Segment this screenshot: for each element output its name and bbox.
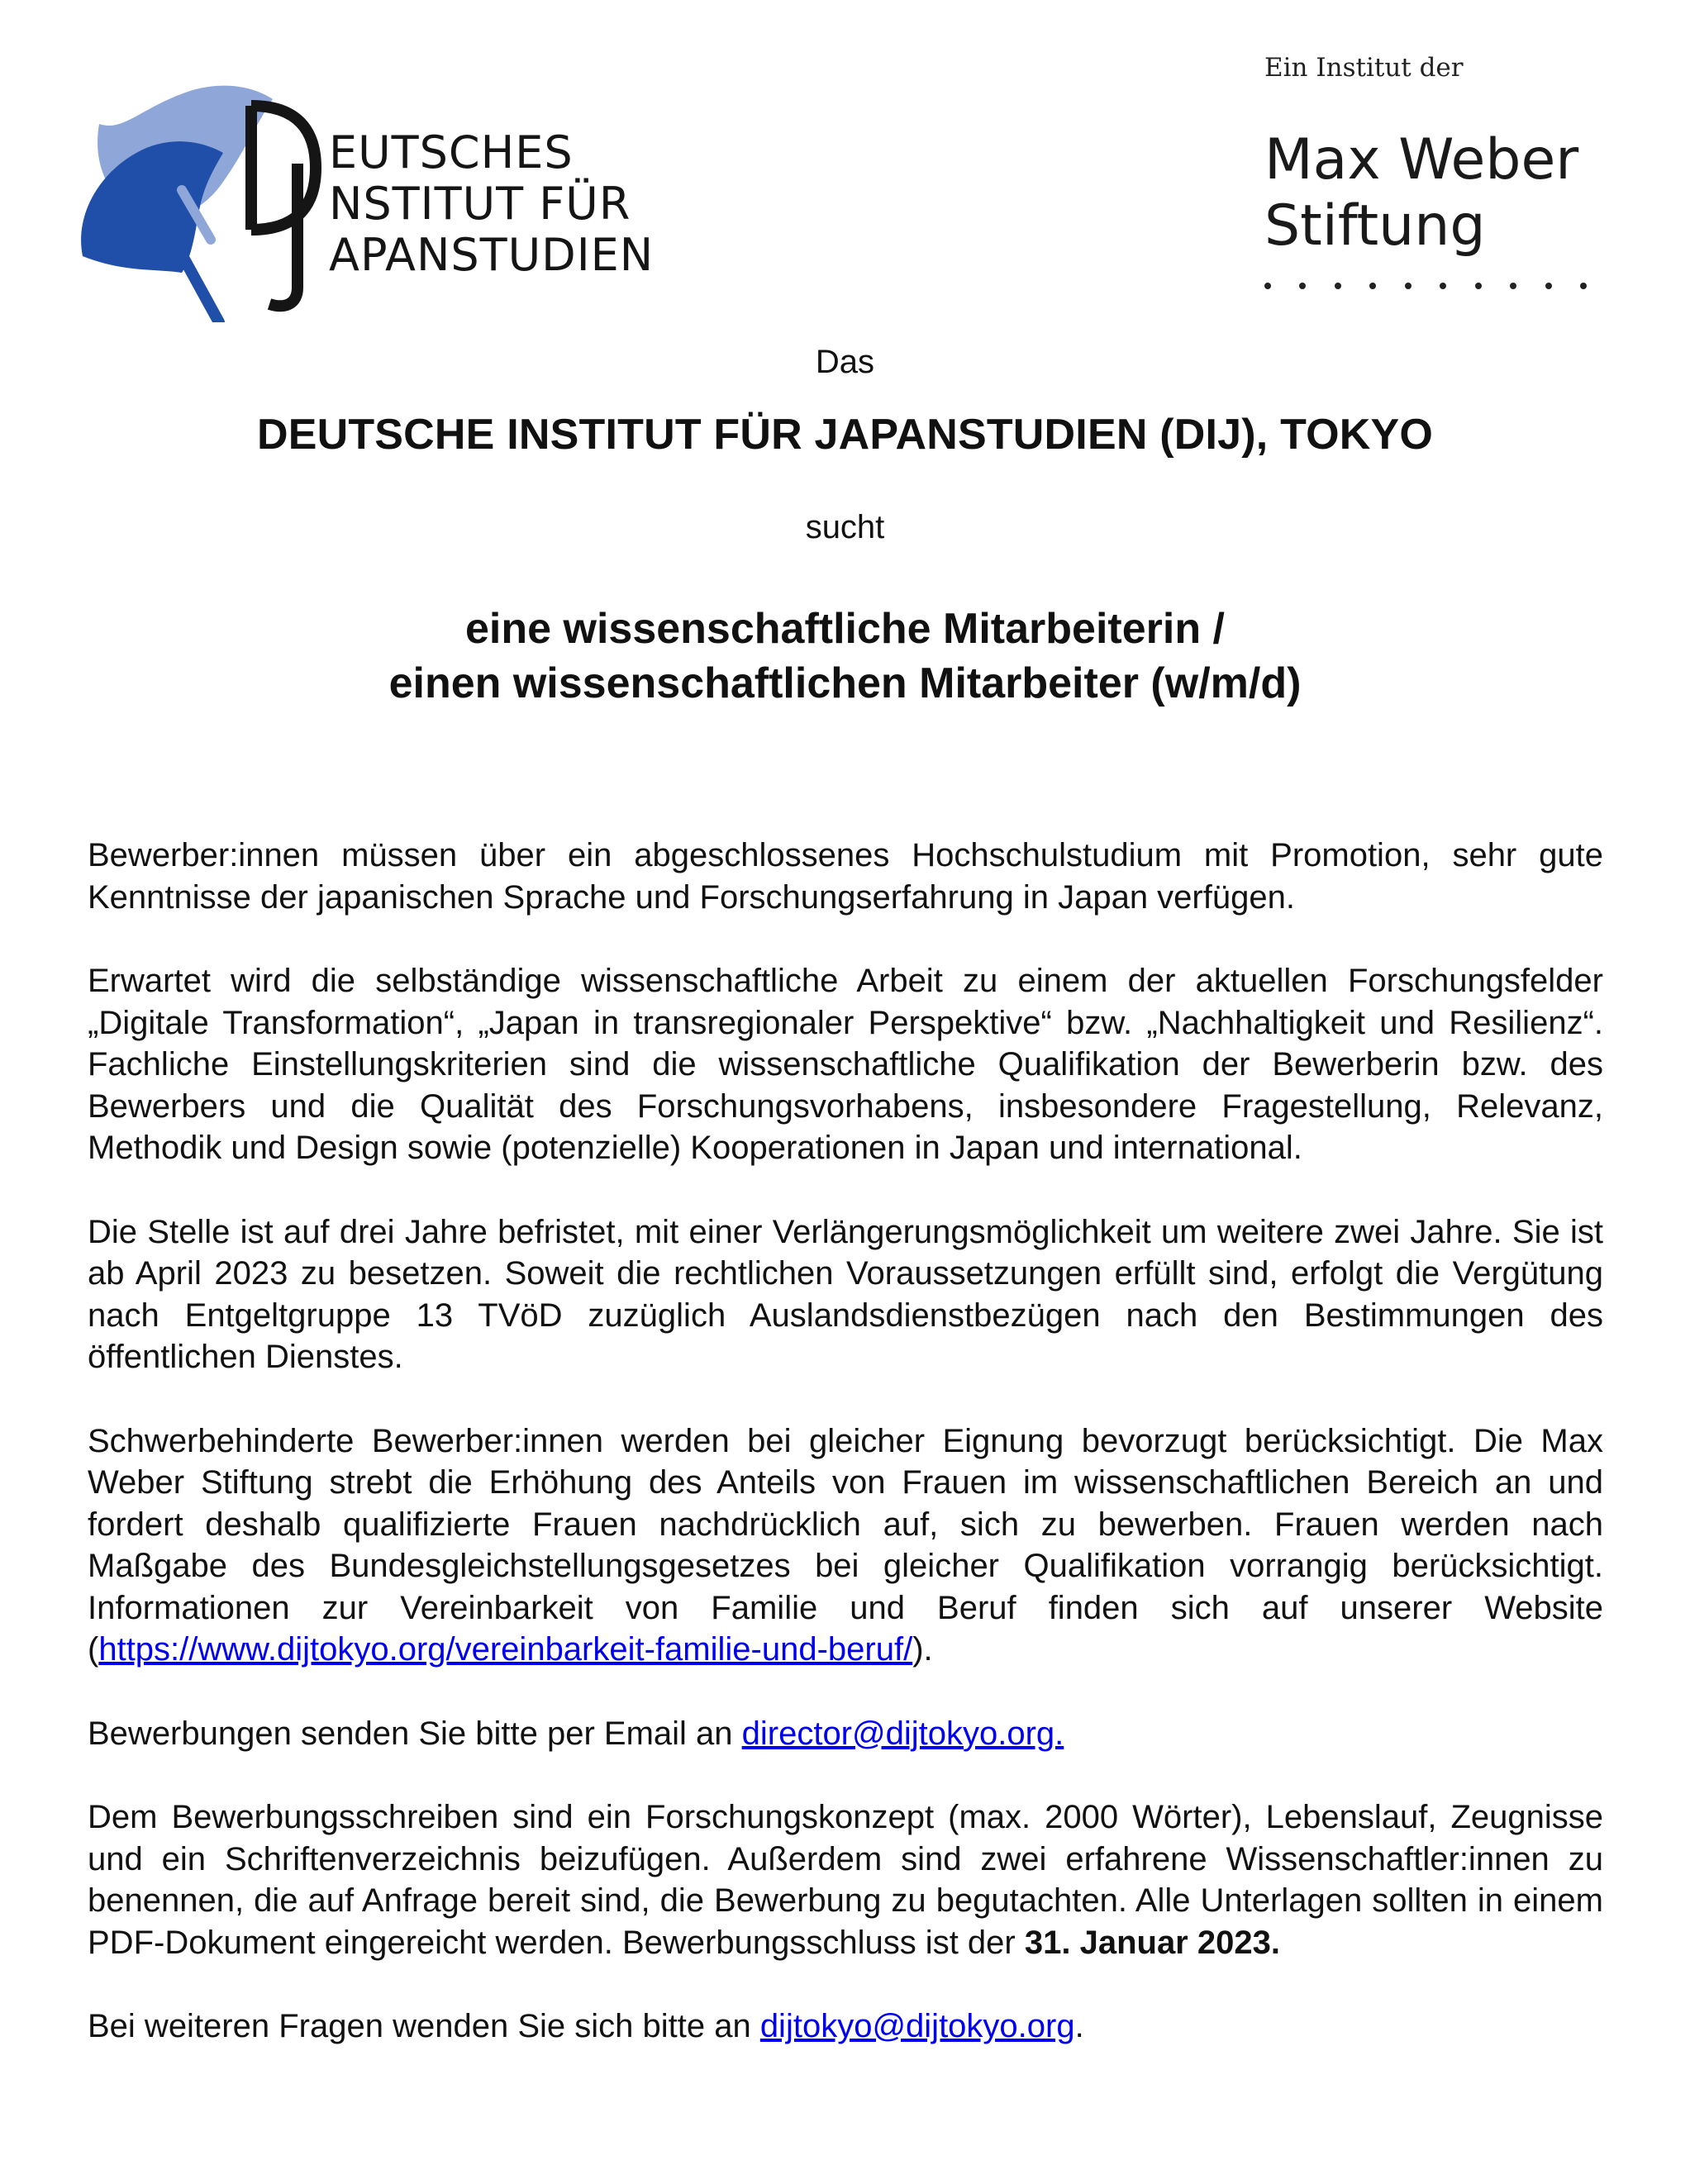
mws-dots-decoration [1264,283,1587,296]
position-title [0,602,1690,711]
mws-name-line-2: Stiftung [1264,193,1486,259]
mws-dot [1335,283,1341,289]
mws-dot [1510,283,1516,289]
paragraph-contact-text: Bei weiteren Fragen wenden Sie sich bitte an [88,2008,760,2044]
mws-name-line-1: Max Weber [1264,127,1579,193]
dij-wordmark-line-3: APANSTUDIEN [329,229,655,281]
mws-dot [1545,283,1552,289]
paragraph-equality-text: Schwerbehinderte Bewerber:innen werden bei gleicher Eignung bevorzugt berücksichtigt. Die Max Weber Stiftung strebt die Erhöhung des Anteils von Frauen im wissenschaftlichen Bereich an und fordert deshalb qualifizierte Frauen nachdrücklich auf, sich zu bewerben. Frauen werden nach Maßgabe des Bundesgleichstellungsgesetzes bei gleicher Qualifikation vorrangig berücksichtigt. Informationen zur Vereinbarkeit von Familie und Beruf finden sich auf unserer Website ( [88,1422,1603,1668]
paragraph-apply [88,1713,1603,1755]
title-verb: sucht [805,509,885,545]
family-career-link[interactable]: https://www.dijtokyo.org/vereinbarkeit-familie-und-beruf/ [98,1631,913,1668]
job-description [88,835,1603,2090]
paragraph-expectations: Erwartet wird die selbständige wissenschaftliche Arbeit zu einem der aktuellen Forschungsfelder „Digitale Transformation“, „Japan in transregionaler Perspektive“ bzw. „Nachhaltigkeit und Resilienz“. Fachliche Einstellungskriterien sind die wissenschaftliche Qualifikation der Bewerberin bzw. des Bewerbers und die Qualität des Forschungsvorhabens, insbesondere Fragestellung, Relevanz, Methodik und Design sowie (potenzielle) Kooperationen in Japan und international. [88,963,1603,1166]
mws-prefix: Ein Institut der [1264,53,1464,83]
mws-dot [1299,283,1306,289]
mws-dot [1440,283,1446,289]
paragraph-contact-end: . [1074,2008,1084,2044]
paragraph-documents [88,1796,1603,1963]
director-email-link[interactable]: director@dijtokyo.org. [741,1715,1064,1752]
paragraph-apply-text: Bewerbungen senden Sie bitte per Email an [88,1715,742,1752]
mws-dot [1264,283,1271,289]
paragraph-equality-end: ). [912,1631,933,1668]
paragraph-requirements: Bewerber:innen müssen über ein abgeschlossenes Hochschulstudium mit Promotion, sehr gute Kenntnisse der japanischen Sprache und Forschungserfahrung in Japan verfügen. [88,837,1603,916]
paragraph-contact [88,2006,1603,2048]
title-intro: Das [815,344,875,380]
position-title-line-1: eine wissenschaftliche Mitarbeiterin / [465,605,1225,653]
contact-email-link[interactable]: dijtokyo@dijtokyo.org [759,2008,1075,2044]
paragraph-equality [88,1420,1603,1671]
paragraph-terms: Die Stelle ist auf drei Jahre befristet, mit einer Verlängerungsmöglichkeit um weitere zwei Jahre. Sie ist ab April 2023 zu besetzen. Soweit die rechtlichen Voraussetzungen erfüllt sind, erfolgt die Vergütung nach Entgeltgruppe 13 TVöD zuzüglich Auslandsdienstbezügen nach den Bestimmungen des öffentlichen Dienstes. [88,1213,1603,1375]
mws-dot [1580,283,1587,289]
dij-logo [66,74,661,322]
mws-dot [1405,283,1412,289]
mws-dot [1369,283,1376,289]
institute-title: DEUTSCHE INSTITUT FÜR JAPANSTUDIEN (DIJ), TOKYO [256,411,1434,459]
position-title-line-2: einen wissenschaftlichen Mitarbeiter (w/m/d) [388,659,1302,707]
paragraph-documents-text: Dem Bewerbungsschreiben sind ein Forschungskonzept (max. 2000 Wörter), Lebenslauf, Zeugnisse und ein Schriftenverzeichnis beizufügen. Außerdem sind zwei erfahrene Wissenschaftler:innen zu benennen, die auf Anfrage bereit sind, die Bewerbung zu begutachten. Alle Unterlagen sollten in einem PDF-Dokument eingereicht werden. Bewerbungsschluss ist der [88,1799,1603,1961]
mws-dot [1475,283,1482,289]
dij-wordmark [329,127,654,281]
max-weber-stiftung-logo [1264,53,1620,296]
dij-wordmark-line-2: NSTITUT FÜR [329,178,631,230]
dij-wordmark-line-1: EUTSCHES [329,126,574,178]
application-deadline: 31. Januar 2023. [1024,1924,1280,1961]
mws-name [1264,127,1620,259]
